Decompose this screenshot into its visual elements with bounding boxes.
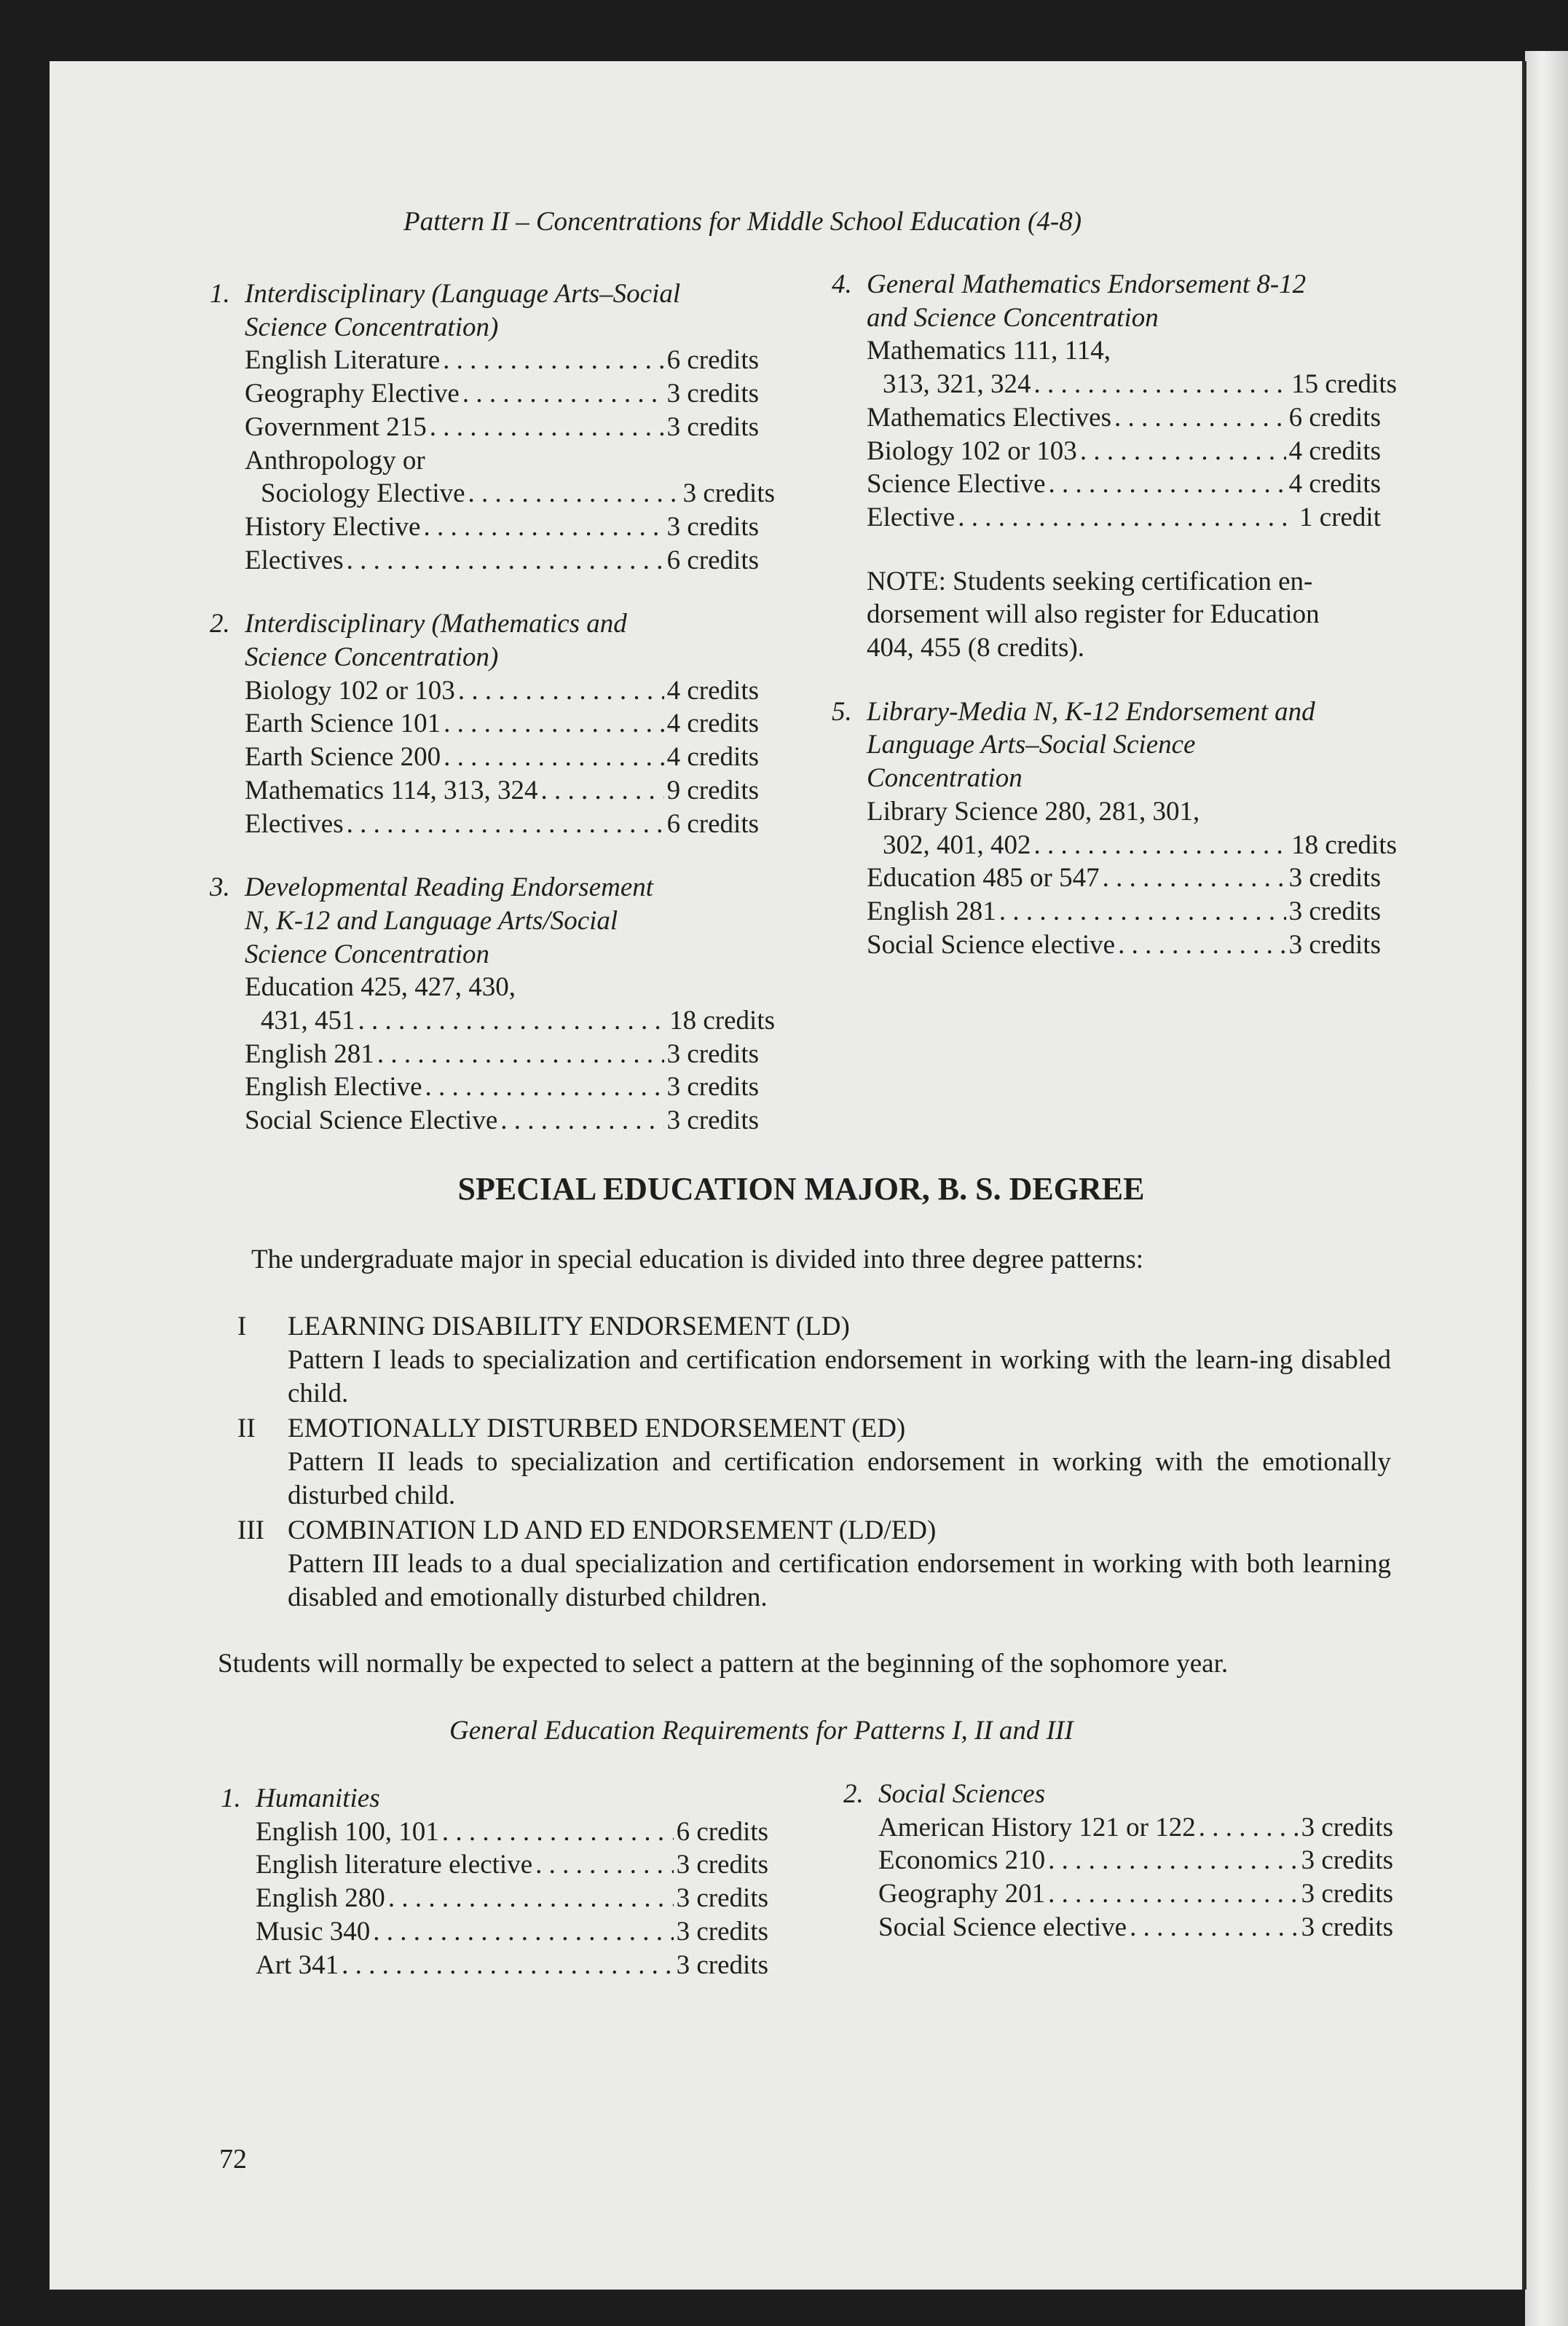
course-row — [245, 1104, 759, 1138]
dot-leader — [443, 344, 663, 377]
pattern-description: Pattern I leads to specialization and certification endorsement in working with the learn-ing disabled child. — [288, 1345, 1391, 1408]
course-label: 302, 401, 402 — [883, 829, 1031, 860]
requirement-section — [832, 268, 1397, 535]
dot-leader — [377, 1038, 664, 1071]
note-line: dorsement will also register for Education — [867, 599, 1320, 630]
dot-leader — [342, 1949, 674, 1982]
dot-leader — [1114, 401, 1286, 435]
pattern-title: EMOTIONALLY DISTURBED ENDORSEMENT (ED) — [288, 1414, 906, 1443]
course-label: 431, 451 — [261, 1006, 355, 1036]
course-row — [256, 1949, 768, 1982]
section-number: 3. — [210, 872, 230, 903]
course-row — [878, 1844, 1393, 1877]
dot-leader — [1103, 862, 1286, 895]
students-note: Students will normally be expected to select a pattern at the beginning of the sophomore year. — [218, 1649, 1229, 1679]
section-title: General Mathematics Endorsement 8-12 — [867, 269, 1307, 299]
requirement-section — [867, 565, 1381, 665]
section-title: Social Sciences — [878, 1779, 1046, 1809]
course-row — [867, 435, 1381, 468]
credit-value: 3 credits — [1301, 1812, 1393, 1842]
credit-value: 3 credits — [666, 511, 759, 542]
requirement-section — [210, 871, 775, 1138]
credit-value: 4 credits — [666, 709, 759, 739]
major-heading: SPECIAL EDUCATION MAJOR, B. S. DEGREE — [457, 1171, 1145, 1207]
pattern-numeral: II — [237, 1414, 256, 1443]
course-row — [867, 862, 1381, 895]
course-row — [867, 501, 1381, 535]
course-label: Social Science elective — [878, 1912, 1127, 1942]
dot-leader — [347, 544, 664, 577]
course-label: Education 425, 427, 430, — [245, 972, 516, 1003]
course-row — [245, 544, 759, 577]
pattern-numeral: III — [237, 1515, 264, 1545]
course-row — [878, 1877, 1393, 1911]
requirement-section — [832, 695, 1397, 962]
section-title: Interdisciplinary (Mathematics and — [245, 609, 627, 639]
credit-value: 4 credits — [1288, 435, 1381, 466]
credit-value: 3 credits — [666, 411, 759, 442]
requirement-section — [843, 1778, 1393, 1944]
course-label: Electives — [245, 545, 344, 575]
dot-leader — [1048, 1877, 1298, 1911]
credit-value: 6 credits — [1288, 402, 1381, 433]
credit-value: 4 credits — [666, 675, 759, 706]
credit-value: 6 credits — [666, 808, 759, 839]
gen-ed-heading: General Education Requirements for Patterns I, II and III — [449, 1716, 1073, 1746]
dot-leader — [500, 1104, 663, 1138]
dot-leader — [468, 477, 680, 510]
credit-value: 18 credits — [669, 1006, 775, 1036]
dot-leader — [1080, 435, 1286, 468]
course-label: Biology 102 or 103 — [245, 675, 455, 706]
course-row — [867, 401, 1381, 435]
course-label: Library Science 280, 281, 301, — [867, 796, 1200, 827]
section-title: Language Arts–Social Science — [867, 730, 1196, 760]
dot-leader — [347, 808, 664, 841]
section-title: Science Concentration — [245, 939, 489, 969]
section-number: 2. — [843, 1779, 864, 1809]
course-label: Social Science elective — [867, 929, 1116, 960]
credit-value: 4 credits — [1288, 469, 1381, 500]
course-row — [245, 674, 759, 708]
credit-value: 9 credits — [666, 775, 759, 805]
credit-value: 18 credits — [1291, 829, 1397, 860]
course-label: English Literature — [245, 345, 441, 376]
gen-ed-social-sciences — [843, 1778, 1393, 1944]
course-label: Science Elective — [867, 469, 1046, 500]
course-label: Music 340 — [256, 1916, 371, 1947]
course-row — [245, 774, 759, 808]
course-row — [245, 1004, 775, 1038]
dot-leader — [423, 510, 663, 544]
credit-value: 3 credits — [1301, 1845, 1393, 1876]
course-row — [256, 1848, 768, 1882]
pattern-title: COMBINATION LD AND ED ENDORSEMENT (LD/ED) — [288, 1515, 937, 1545]
credit-value: 6 credits — [666, 545, 759, 575]
credit-value: 15 credits — [1291, 369, 1397, 400]
note-line: 404, 455 (8 credits). — [867, 633, 1085, 663]
credit-value: 3 credits — [666, 1105, 759, 1136]
left-column — [210, 277, 775, 1138]
credit-value: 3 credits — [676, 1949, 768, 1980]
dot-leader — [1130, 1911, 1299, 1944]
section-title: N, K-12 and Language Arts/Social — [245, 905, 618, 936]
section-number: 4. — [832, 269, 852, 299]
credit-value: 3 credits — [666, 379, 759, 409]
dot-leader — [1048, 1844, 1298, 1877]
section-title: Concentration — [867, 763, 1023, 794]
course-label: Education 485 or 547 — [867, 863, 1100, 894]
course-label: Elective — [867, 502, 956, 532]
course-row — [867, 368, 1397, 401]
section-number: 1. — [210, 279, 230, 309]
course-row — [245, 1071, 759, 1104]
dot-leader — [373, 1915, 673, 1949]
credit-value: 3 credits — [666, 1038, 759, 1069]
credit-value: 3 credits — [682, 478, 775, 509]
course-label: Geography Elective — [245, 379, 460, 409]
section-title: Humanities — [256, 1783, 380, 1813]
dot-leader — [358, 1004, 667, 1038]
course-label: Electives — [245, 808, 344, 839]
dot-leader — [1034, 829, 1289, 862]
course-label: English Elective — [245, 1072, 422, 1103]
course-row — [867, 895, 1381, 929]
section-number: 1. — [221, 1783, 241, 1813]
pattern-numeral: I — [237, 1312, 247, 1341]
course-row — [245, 510, 759, 544]
credit-value: 3 credits — [1301, 1912, 1393, 1942]
dot-leader — [425, 1071, 664, 1104]
pattern-description: Pattern III leads to a dual specialization and certification endorsement in working with both learning disabled and emotionally disturbed children. — [288, 1549, 1391, 1612]
pattern-heading: Pattern II – Concentrations for Middle School Education (4-8) — [403, 207, 1082, 237]
credit-value: 3 credits — [676, 1916, 768, 1947]
course-row — [245, 1038, 759, 1071]
section-title: Science Concentration) — [245, 642, 499, 673]
course-label: Mathematics 114, 313, 324 — [245, 775, 538, 805]
course-row — [256, 1816, 768, 1849]
course-label: Economics 210 — [878, 1845, 1046, 1876]
gen-ed-humanities — [221, 1782, 768, 1982]
credit-value: 4 credits — [666, 742, 759, 773]
section-number: 2. — [210, 609, 230, 639]
page-spine — [1525, 51, 1568, 2326]
course-label: English literature elective — [256, 1850, 533, 1880]
right-column — [832, 268, 1397, 961]
dot-leader — [442, 1816, 674, 1849]
course-row — [256, 1882, 768, 1915]
course-label: Mathematics 111, 114, — [867, 336, 1111, 366]
course-row — [867, 929, 1381, 962]
course-row — [245, 741, 759, 774]
dot-leader — [1118, 929, 1286, 962]
pattern-description: Pattern II leads to specialization and certification endorsement in working with the emotionally disturbed child. — [288, 1447, 1391, 1510]
dot-leader — [1199, 1811, 1299, 1845]
pattern-title: LEARNING DISABILITY ENDORSEMENT (LD) — [288, 1312, 850, 1341]
section-title: Interdisciplinary (Language Arts–Social — [245, 279, 681, 309]
dot-leader — [1049, 468, 1286, 501]
course-label: History Elective — [245, 511, 421, 542]
course-label: American History 121 or 122 — [878, 1812, 1196, 1842]
dot-leader — [535, 1848, 674, 1882]
course-label: Mathematics Electives — [867, 402, 1111, 433]
dot-leader — [458, 674, 664, 708]
course-row — [245, 411, 759, 444]
page-number: 72 — [219, 2144, 247, 2175]
course-label: 313, 321, 324 — [883, 369, 1031, 400]
dot-leader — [444, 741, 663, 774]
credit-value: 3 credits — [1288, 896, 1381, 926]
credit-value: 3 credits — [676, 1883, 768, 1914]
dot-leader — [540, 774, 663, 808]
dot-leader — [430, 411, 664, 444]
credit-value: 1 credit — [1299, 502, 1381, 532]
course-label: English 100, 101 — [256, 1816, 439, 1847]
credit-value: 6 credits — [666, 345, 759, 376]
dot-leader — [462, 377, 664, 411]
course-label: Earth Science 200 — [245, 742, 441, 773]
dot-leader — [1034, 368, 1289, 401]
requirement-section — [210, 277, 775, 577]
credit-value: 3 credits — [1288, 863, 1381, 894]
dot-leader — [388, 1882, 674, 1915]
note-line: NOTE: Students seeking certification en- — [867, 566, 1313, 596]
requirement-section — [210, 607, 759, 840]
course-row — [245, 808, 759, 841]
course-row — [245, 377, 759, 411]
course-row — [245, 707, 759, 741]
course-label: English 281 — [245, 1038, 374, 1069]
dot-leader — [958, 501, 1296, 535]
dot-leader — [999, 895, 1286, 929]
course-row — [256, 1915, 768, 1949]
course-row — [245, 344, 759, 377]
section-number: 5. — [832, 696, 852, 727]
course-label: Anthropology or — [245, 445, 425, 476]
intro-text: The undergraduate major in special education is divided into three degree patterns: — [251, 1245, 1144, 1274]
course-row — [245, 477, 775, 510]
credit-value: 3 credits — [666, 1072, 759, 1103]
course-label: Art 341 — [256, 1949, 339, 1980]
course-label: Geography 201 — [878, 1879, 1046, 1909]
course-row — [878, 1811, 1393, 1845]
requirement-section — [221, 1782, 768, 1982]
section-title: Developmental Reading Endorsement — [245, 872, 654, 903]
course-label: English 280 — [256, 1883, 385, 1914]
credit-value: 3 credits — [1288, 929, 1381, 960]
section-title: Library-Media N, K-12 Endorsement and — [867, 696, 1315, 727]
course-label: Earth Science 101 — [245, 709, 441, 739]
section-title: Science Concentration) — [245, 312, 499, 342]
course-row — [867, 468, 1381, 501]
course-label: Sociology Elective — [261, 478, 465, 509]
page-gutter — [1522, 61, 1526, 2290]
course-label: Social Science Elective — [245, 1105, 498, 1136]
course-row — [878, 1911, 1393, 1944]
course-row — [867, 829, 1397, 862]
section-title: and Science Concentration — [867, 302, 1159, 333]
credit-value: 6 credits — [676, 1816, 768, 1847]
course-label: English 281 — [867, 896, 996, 926]
credit-value: 3 credits — [1301, 1879, 1393, 1909]
course-label: Government 215 — [245, 411, 427, 442]
course-label: Biology 102 or 103 — [867, 435, 1077, 466]
dot-leader — [444, 707, 663, 741]
credit-value: 3 credits — [676, 1850, 768, 1880]
